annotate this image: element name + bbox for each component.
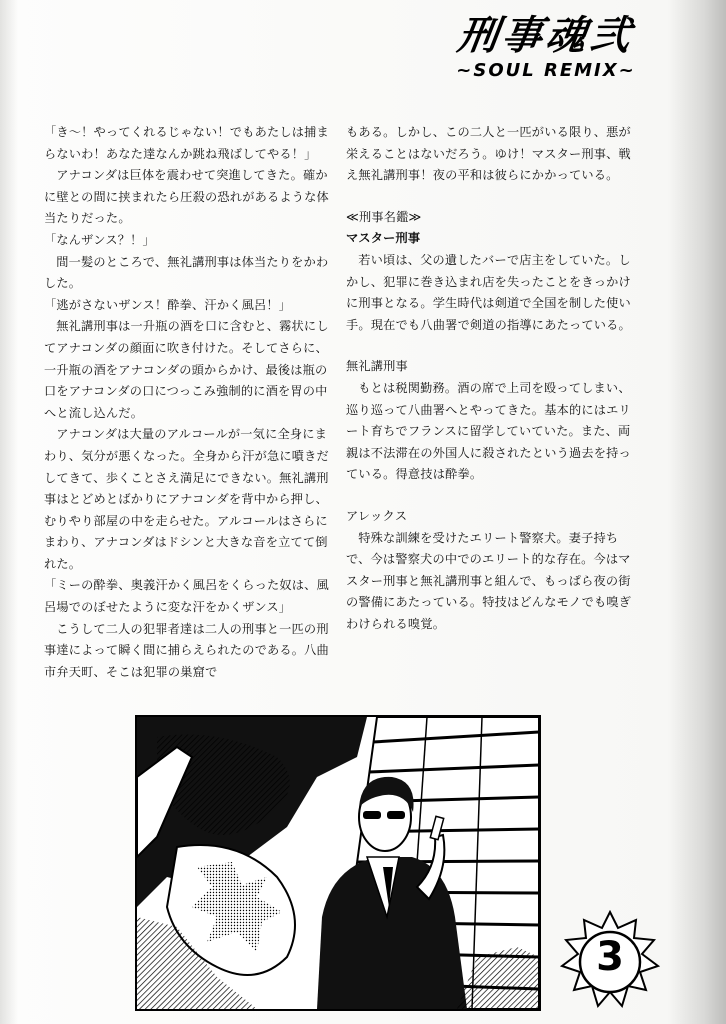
profile-name: マスター刑事 <box>346 231 421 246</box>
left-text-column <box>44 122 330 683</box>
profile-text: もとは税関勤務。酒の席で上司を殴ってしまい、巡り巡って八曲署へとやってきた。基本的にはエリート育ちでフランスに留学していていた。また、両親は不法滞在の外国人に殺されたという過去を持っている。得意技は酔拳。 <box>346 380 631 482</box>
profile-name: 無礼講刑事 <box>346 359 408 374</box>
detective-building-illustration <box>137 717 539 1009</box>
manga-illustration-panel <box>135 715 541 1011</box>
profile-name: アレックス <box>346 508 408 523</box>
paragraph: 「ミーの酔拳、奥義汗かく風呂をくらった奴は、風呂場でのぼせたように変な汗をかくザンス」 <box>44 578 329 615</box>
page-number: 3 <box>596 934 624 980</box>
profile-text: 若い頃は、父の遺したバーで店主をしていた。しかし、犯罪に巻き込まれ店を失ったことをきっかけに刑事となる。学生時代は剣道で全国を制した使い手。現在でも八曲署で剣道の指導にあたっている。 <box>346 252 631 332</box>
paragraph: アナコンダは巨体を震わせて突進してきた。確かに壁との間に挟まれたら圧殺の恐れがあるような体当たりだった。 <box>44 168 329 226</box>
paragraph: 「なんザンス？！」 <box>44 232 155 247</box>
paragraph: 「き～！やってくれるじゃない！でもあたしは捕まらないわ！あなた達なんか跳ね飛ばしてやる！」 <box>44 125 329 161</box>
page-number-badge <box>560 910 660 1010</box>
logo-subtitle: ~SOUL REMIX~ <box>456 60 636 81</box>
logo-title: 刑事魂弐 <box>454 13 638 59</box>
paragraph: アナコンダは大量のアルコールが一気に全身にまわり、気分が悪くなった。全身から汗が急に噴きだしてきて、歩くことさえ満足にできない。無礼講刑事はとどめとばかりにアナコンダを背中から押し、むりやり部屋の中を走らせた。アルコールはさらにまわり、アナコンダはドシンと大きな音を立てて倒れた。 <box>44 427 329 571</box>
paragraph: 「逃がさないザンス！酔拳、汗かく風呂！」 <box>44 297 292 312</box>
profile-text: 特殊な訓練を受けたエリート警察犬。妻子持ちで、今は警察犬の中でのエリート的な存在。今はマスター刑事と無礼講刑事と組んで、もっぱら夜の街の警備にあたっている。特技はどんなモノでも嗅ぎわけられる嗅覚。 <box>346 530 632 631</box>
paragraph: 無礼講刑事は一升瓶の酒を口に含むと、霧状にしてアナコンダの顔面に吹き付けた。そしてさらに、一升瓶の酒をアナコンダの頭からかけ、最後は瓶の口をアナコンダの口につっこみ強制的に酒を胃の中へと流し込んだ。 <box>44 319 329 420</box>
right-text-column <box>346 122 632 635</box>
section-title: ≪刑事名鑑≫ <box>346 209 422 224</box>
series-logo <box>426 14 666 94</box>
paragraph: もある。しかし、この二人と一匹がいる限り、悪が栄えることはないだろう。ゆけ！マスター刑事、戦え無礼講刑事！夜の平和は彼らにかかっている。 <box>346 125 631 183</box>
paragraph: こうして二人の犯罪者達は二人の刑事と一匹の刑事達によって瞬く間に捕らえられたのである。八曲市弁天町、そこは犯罪の巣窟で <box>44 621 329 679</box>
binding-shadow <box>0 0 18 1024</box>
paragraph: 間一髪のところで、無礼講刑事は体当たりをかわした。 <box>44 254 329 291</box>
